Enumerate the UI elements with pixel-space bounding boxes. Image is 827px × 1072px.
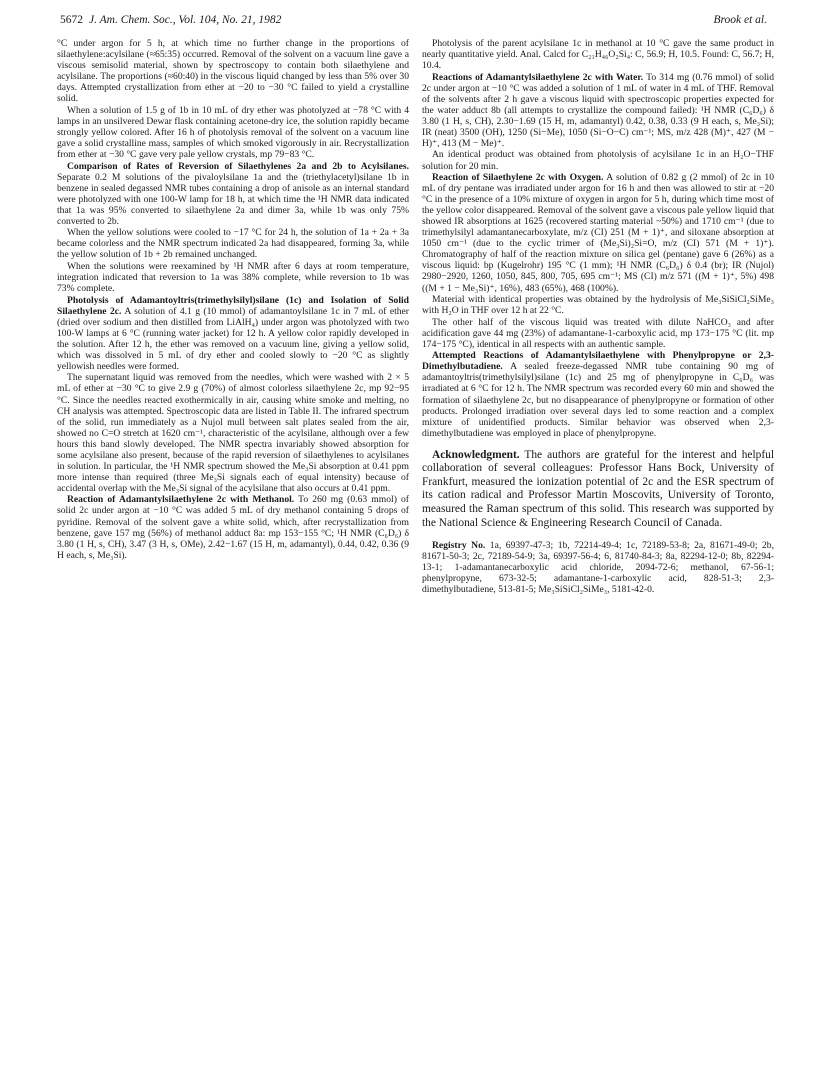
paragraph-heading: Reactions of Adamantylsilaethylene 2c with Water. — [432, 71, 644, 83]
acknowledgment-paragraph — [422, 449, 774, 531]
paragraph-text: The supernatant liquid was removed from the needles, which were washed with 2 × 5 mL of ether at −30 °C to give 2.9 g (70%) of almost colorless silaethylene 2c, mp 92−95 °C. Since the needles reacted exothermically in air, causing white smoke and melting, no CH analysis was attempted. Spectroscopic data are listed in Table II. The infrared spectrum of the solid, run immediately as a Nujol mull between salt plates sealed from the air, showed no C=O stretch at 1620 cm⁻¹, characteristic of the acylsilane, although over a few hours this band slowly developed. The NMR spectra invariably showed absorption for some acylsilane also present, because of the rapid reversion of silaethylenes to acylsilanes in solution. In particular, the ¹H NMR spectrum showed the Me₃Si absorption at 0.41 ppm more intense than required (three Me₃Si signals each of equal intensity) because of accidental overlap with the Me₃Si signal of the acylsilane that also occurs at 0.41 ppm. — [57, 372, 409, 494]
left-column — [57, 38, 409, 561]
paragraph — [422, 350, 774, 438]
paragraph — [57, 494, 409, 560]
paragraph-heading: Comparison of Rates of Reversion of Silaethylenes 2a and 2b to Acylsilanes. — [67, 160, 409, 172]
paragraph-text: Material with identical properties was obtained by the hydrolysis of Me₃SiSiCl₂SiMe₃ with H₂O in THF over 12 h at 22 °C. — [422, 294, 774, 317]
paragraph — [57, 295, 409, 372]
paragraph-heading: Reaction of Adamantylsilaethylene 2c with Methanol. — [67, 494, 295, 506]
paragraph — [422, 149, 774, 171]
paragraph — [422, 38, 774, 71]
paragraph-heading: Attempted Reactions of Adamantylsilaethylene with Phenylpropyne or 2,3-Dimethylbutadiene. — [422, 350, 774, 373]
paragraph — [57, 38, 409, 104]
registry-paragraph — [422, 540, 774, 595]
paragraph — [422, 294, 774, 316]
author-names: Brook et al. — [713, 14, 767, 26]
page-number: 5672 — [60, 14, 83, 26]
right-column — [422, 38, 774, 595]
header-left — [60, 14, 281, 26]
paragraph — [57, 161, 409, 227]
paragraph — [57, 261, 409, 294]
registry-text: 1a, 69397-47-3; 1b, 72214-49-4; 1c, 72189-53-8; 2a, 81671-49-0; 2b, 81671-50-3; 2c, 72189-54-9; 3a, 69397-56-4; 6, 81740-84-3; 8a, 82294-12-0; 8b, 82294-13-1; 1-adamantanecarboxylic acid chloride, 2094-72-6; methanol, 67-56-1; phenylpropyne, 673-32-5; adamantane-1-carboxylic acid, 828-51-3; 2,3-dimethylbutadiene, 513-81-5; Me₃SiSiCl₂SiMe₃, 5181-42-0. — [422, 540, 774, 596]
registry-heading: Registry No. — [432, 540, 486, 552]
paragraph-text: When the solutions were reexamined by ¹H NMR after 6 days at room temperature, integration indicated that reversion to 1a was 38% complete, while reversion to 1b was 73% complete. — [57, 260, 409, 295]
journal-citation: J. Am. Chem. Soc., Vol. 104, No. 21, 1982 — [89, 14, 282, 26]
paragraph-heading: Reaction of Silaethylene 2c with Oxygen. — [432, 172, 604, 184]
paragraph — [422, 317, 774, 350]
paragraph-text: A sealed freeze-degassed NMR tube containing 90 mg of adamantoyltris(trimethylsilyl)silane (1c) and 25 mg of phenylpropyne in C₆D₆ was irradiated at 6 °C for 12 h. The NMR spectrum was recorded every 60 min and showed the formation of silaethylene 2c, but no disappearance of phenylpropyne or formation of other products. Prolonged irradiation over several days led to some reaction and a complex mixture of unidentified products. Similar behavior was observed when 2,3-dimethylbutadiene was employed in place of phenylpropyne. — [422, 361, 774, 439]
paragraph — [422, 72, 774, 149]
running-header — [60, 14, 767, 30]
paragraph-text: Separate 0.2 M solutions of the pivaloylsilane 1a and the (triethylacetyl)silane 1b in benzene in sealed degassed NMR tubes containing a drop of anisole as an internal standard were photolyzed with one 100-W lamp for 18 h, at which time the ¹H NMR data indicated that 1a was 95% converted to silaethylene 2a and dimer 3a, while 1b was only 75% converted to 2b. — [57, 171, 409, 227]
acknowledgment-heading: Acknowledgment. — [432, 448, 520, 461]
acknowledgment-text: The authors are grateful for the interest and helpful collaboration of several colleagues: Professor Hans Bock, University of Frankfurt, measured the ionization potential of 2c and the ESR spectrum of its cation radical and Professor Martin Moscovits, University of Toronto, measured the Raman spectrum of this solid. This research was supported by the National Science & Engineering Research Council of Canada. — [422, 448, 774, 529]
paragraph — [422, 172, 774, 294]
paragraph-text: °C under argon for 5 h, at which time no further change in the proportions of silaethylene:acylsilane (≈65:35) occurred. Removal of the solvent on a vacuum line gave a viscous semisolid material, shown by spectroscopy to contain both silaethylene and acylsilane. The proportions (≈60:40) in the viscous liquid changed by less than 5% over 30 days. Attempted crystallization from ether at −20 to −30 °C failed to yield a crystalline solid. — [57, 38, 409, 105]
paragraph-text: When a solution of 1.5 g of 1b in 10 mL of dry ether was photolyzed at −78 °C with 4 lamps in an unsilvered Dewar flask containing acetone-dry ice, the solution rapidly became strongly yellow colored. After 16 h of photolysis removal of the solvent on a vacuum line gave a solid crystalline mass, samples of which smoked vigorously in air. Recrystallization from ether at −30 °C gave very pale yellow crystals, mp 79−83 °C. — [57, 104, 409, 160]
paragraph-text: To 314 mg (0.76 mmol) of solid 2c under argon at −10 °C was added a solution of 1 mL of water in 4 mL of THF. Removal of the solvents after 2 h gave a viscous liquid with spectroscopic properties expected for the water adduct 8b (all attempts to crystallize the compound failed): ¹H NMR (C₆D₆) δ 3.80 (1 H, s, CH), 2.30−1.69 (15 H, m, adamantyl) 0.42, 0.38, 0.33 (9 H each, s, Me₃Si); IR (neat) 3500 (OH), 1250 (Si−Me), 1050 (Si−O−C) cm⁻¹; MS, m/z 428 (M)⁺, 427 (M − H)⁺, 413 (M − Me)⁺. — [422, 71, 774, 149]
paragraph-text: To 260 mg (0.63 mmol) of solid 2c under argon at −10 °C was added 5 mL of dry methanol containing 5 drops of pyridine. Removal of the solvent gave a white solid, which, after recrystallization from benzene, gave 157 mg (56%) of methanol adduct 8a: mp 153−155 °C; ¹H NMR (C₆D₆) δ 3.80 (1 H, s, CH), 3.47 (3 H, s, OMe), 2.42−1.67 (15 H, m, adamantyl), 0.44, 0.42, 0.36 (9 H each, s, Me₃Si). — [57, 494, 410, 561]
paragraph-text: When the yellow solutions were cooled to −17 °C for 24 h, the solution of 1a + 2a + 3a became colorless and the NMR spectrum indicated 2a had disappeared, forming 3a, while the yellow solution of 1b + 2b remained unchanged. — [57, 227, 409, 261]
paragraph — [57, 372, 409, 494]
paragraph-text: A solution of 0.82 g (2 mmol) of 2c in 10 mL of dry pentane was irradiated under argon for 16 h and then was allowed to stir at −20 °C in the presence of a 10% mixture of oxygen in argon for 5 h, during which time most of the yellow color disappeared. Removal of the solvent gave a viscous pale yellow liquid that showed IR absorptions at 1625 (recovered starting material ~50%) and 1710 cm⁻¹ (due to trimethylsilyl adamantanecarboxylate, m/z (CI) 251 (M + 1)⁺, and siloxane absorption at 1050 cm⁻¹ (due to the cyclic trimer of (Me₃Si)₂Si=O, m/z (CI) 571 (M + 1)⁺). Chromatography of half of the reaction mixture on silica gel (pentane) gave 6 (26%) as a viscous liquid: bp (Kugelrohr) 195 °C (1 mm); ¹H NMR (C₆D₆) δ 0.4 (br); IR (Nujol) 2980−2920, 1260, 1050, 845, 800, 705, 695 cm⁻¹; MS (CI) m/z 571 ((M + 1)⁺, 5%) 498 ((M + 1 − Me₃Si)⁺, 16%), 483 (65%), 468 (100%). — [422, 172, 774, 294]
paragraph-heading: Photolysis of Adamantoyltris(trimethylsilyl)silane (1c) and Isolation of Solid Silaethylene 2c. — [57, 294, 409, 317]
paragraph — [57, 227, 409, 260]
paragraph-text: A solution of 4.1 g (10 mmol) of adamantoylsilane 1c in 7 mL of ether (dried over sodium and then distilled from LiAlH₄) under argon was photolyzed with two 100-W lamps at 6 °C (running water jacket) for 12 h. A yellow color rapidly developed in the solution. After 12 h, the ether was removed on a vacuum line, giving a yellow solid, which was dissolved in 5 mL of dry ether and cooled slowly to −20 °C as slightly yellowish needles were formed. — [57, 305, 409, 372]
paragraph — [57, 105, 409, 160]
paragraph-text: The other half of the viscous liquid was treated with dilute NaHCO₃ and after acidification gave 44 mg (23%) of adamantane-1-carboxylic acid, mp 173−175 °C (lit. mp 174−175 °C), identical in all respects with an authentic sample. — [422, 316, 774, 350]
paragraph-text: Photolysis of the parent acylsilane 1c in methanol at 10 °C gave the same product in nearly quantitative yield. Anal. Calcd for C₂₁H₄₆O₂Si₄: C, 56.9; H, 10.5. Found: C, 56.7; H, 10.4. — [422, 38, 774, 72]
paragraph-text: An identical product was obtained from photolysis of acylsilane 1c in an H₂O−THF solution for 20 min. — [422, 149, 774, 172]
